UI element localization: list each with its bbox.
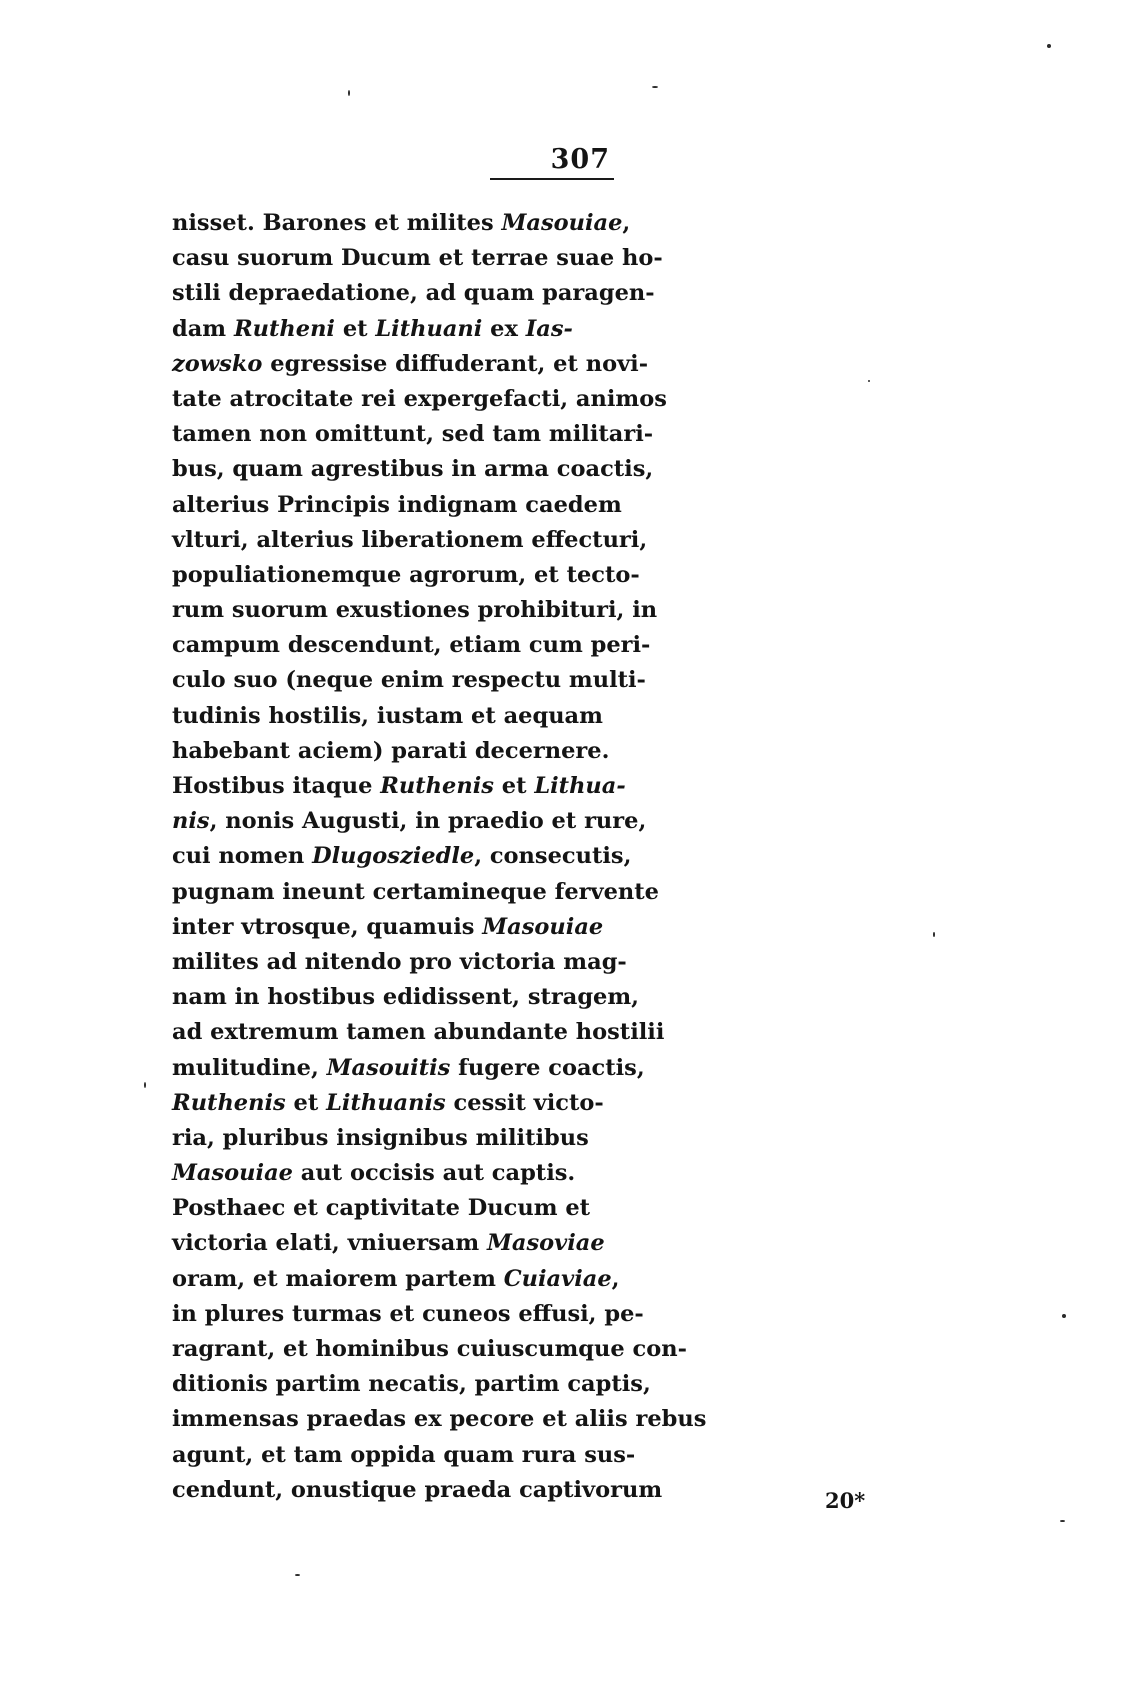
italic-name: Masouitis <box>326 1054 451 1081</box>
scan-speck <box>1060 1520 1065 1522</box>
text-line: oram, et maiorem partem Cuiaviae, <box>172 1265 620 1292</box>
italic-name: Ias- <box>525 315 573 342</box>
text-line: Posthaec et captivitate Ducum et <box>172 1195 591 1222</box>
text-line: agunt, et tam oppida quam rura sus- <box>172 1441 636 1468</box>
italic-name: nis <box>172 808 210 835</box>
scan-speck <box>295 1574 300 1576</box>
text-line: habebant aciem) parati decernere. <box>172 737 610 764</box>
text-line: stili depraedatione, ad quam paragen- <box>172 280 655 307</box>
text-line: bus, quam agrestibus in arma coactis, <box>172 456 654 483</box>
text-line: victoria elati, vniuersam Masoviae <box>172 1230 605 1257</box>
text-line: tudinis hostilis, iustam et aequam <box>172 702 603 729</box>
italic-name: Masoviae <box>486 1230 605 1257</box>
text-line: nam in hostibus edidissent, stragem, <box>172 984 640 1011</box>
text-line: culo suo (neque enim respectu multi- <box>172 667 646 694</box>
italic-name: Ruthenis <box>172 1089 286 1116</box>
text-line: mulitudine, Masouitis fugere coactis, <box>172 1054 645 1081</box>
text-line: cui nomen Dlugosziedle, consecutis, <box>172 843 632 870</box>
italic-name: zowsko <box>172 350 263 377</box>
text-line: inter vtrosque, quamuis Masouiae <box>172 913 604 940</box>
italic-name: Lithuani <box>375 315 483 342</box>
text-line: ragrant, et hominibus cuiuscumque con- <box>172 1336 687 1362</box>
text-line: casu suorum Ducum et terrae suae ho- <box>172 245 663 272</box>
scan-speck <box>1062 1314 1066 1318</box>
text-line: ria, pluribus insignibus militibus <box>172 1124 589 1151</box>
text-line: campum descendunt, etiam cum peri- <box>172 632 651 659</box>
text-line: populiationemque agrorum, et tecto- <box>172 561 640 588</box>
scan-speck <box>652 86 658 88</box>
text-line: milites ad nitendo pro victoria mag- <box>172 948 627 975</box>
text-line: vlturi, alterius liberationem effecturi, <box>172 526 648 553</box>
scan-speck <box>1047 44 1051 48</box>
scan-speck <box>933 932 935 937</box>
text-line: ditionis partim necatis, partim captis, <box>172 1371 651 1398</box>
text-line: zowsko egressise diffuderant, et novi- <box>172 350 649 377</box>
text-line: alterius Principis indignam caedem <box>172 491 622 518</box>
italic-name: Cuiaviae <box>503 1265 612 1292</box>
text-line: immensas praedas ex pecore et aliis rebus <box>172 1406 707 1433</box>
italic-name: Rutheni <box>233 315 335 342</box>
text-line: tamen non omittunt, sed tam militari- <box>172 421 654 448</box>
text-line: nisset. Barones et milites Masouiae, <box>172 210 631 236</box>
page-number: 307 <box>550 144 610 175</box>
italic-name: Masouiae <box>172 1160 293 1187</box>
text-line: tate atrocitate rei expergefacti, animos <box>172 385 667 412</box>
text-line: dam Rutheni et Lithuani ex Ias- <box>172 315 573 342</box>
text-line: ad extremum tamen abundante hostilii <box>172 1019 665 1046</box>
italic-name: Masouiae <box>482 913 604 940</box>
text-line: cendunt, onustique praeda captivorum <box>172 1476 663 1503</box>
text-line: Masouiae aut occisis aut captis. <box>172 1160 576 1187</box>
text-line: pugnam ineunt certamineque fervente <box>172 878 659 905</box>
text-line: nis, nonis Augusti, in praedio et rure, <box>172 808 647 835</box>
italic-name: Dlugosziedle <box>312 843 475 870</box>
scan-speck <box>348 90 350 96</box>
italic-name: Masouiae <box>501 210 623 236</box>
text-line: in plures turmas et cuneos effusi, pe- <box>172 1300 644 1327</box>
scan-speck <box>144 1082 146 1088</box>
italic-name: Lithuanis <box>326 1089 446 1116</box>
header-rule <box>490 178 614 180</box>
italic-name: Ruthenis <box>380 773 494 799</box>
text-column <box>172 206 707 1508</box>
text-line: Ruthenis et Lithuanis cessit victo- <box>172 1089 604 1116</box>
italic-name: Lithua- <box>534 773 626 799</box>
text-line: Hostibus itaque Ruthenis et Lithua- <box>172 773 626 799</box>
signature-mark: 20* <box>825 1488 866 1513</box>
text-line: rum suorum exustiones prohibituri, in <box>172 597 658 624</box>
scan-speck <box>868 380 870 382</box>
